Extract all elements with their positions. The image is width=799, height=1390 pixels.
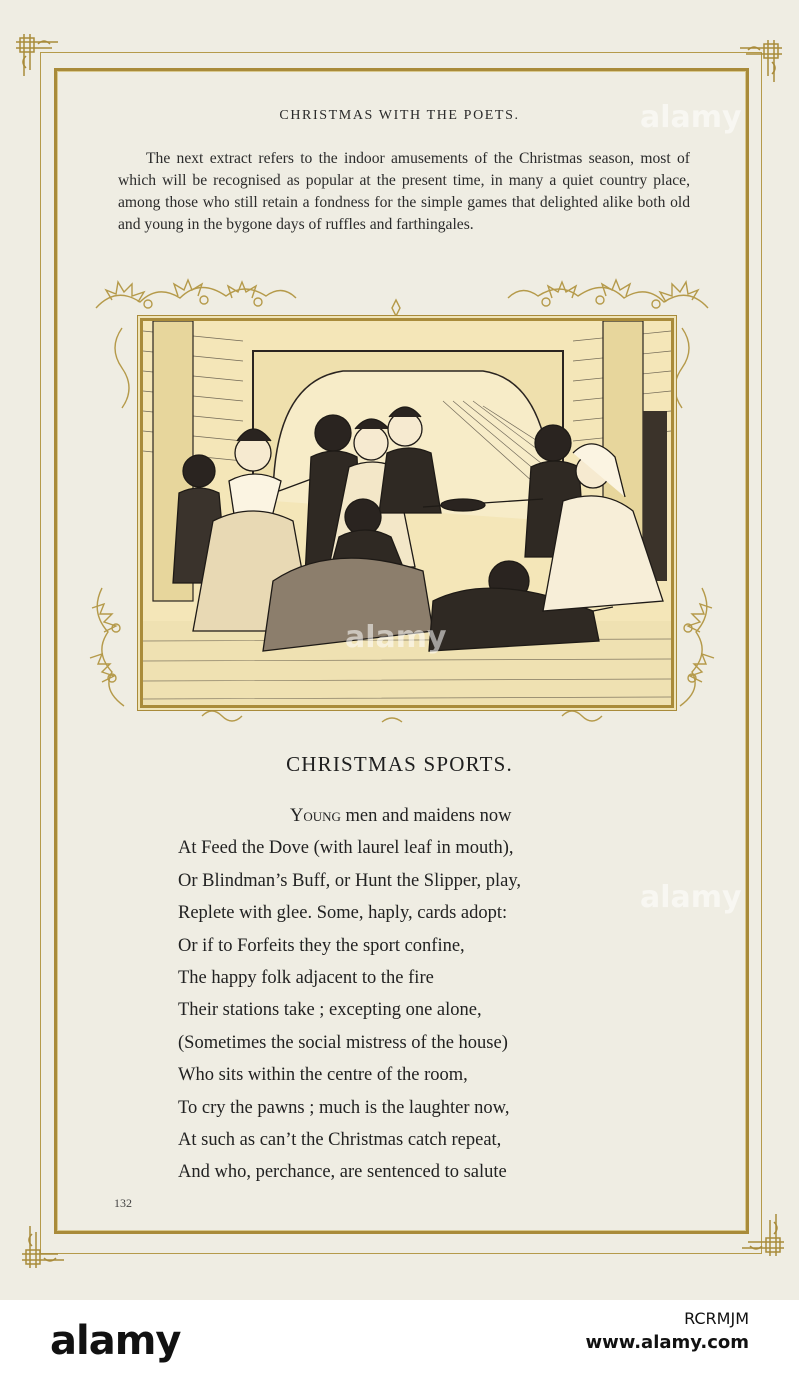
running-title: CHRISTMAS WITH THE POETS. [279,108,520,123]
intro-paragraph: The next extract refers to the indoor amusements of the Christmas season, most of which will be recognised as popular at the present time, in many a quiet country place, among those who still retain a fondness for the simple games that delighted alike both old and young in the bygone days of ruffles and farthingales. [118,150,690,233]
poem-line: Or if to Forfeits they the sport confine, [178,935,465,956]
watermark-site: www.alamy.com [585,1332,749,1353]
poem-line: At such as can’t the Christmas catch repeat, [178,1130,502,1151]
poem-line: The happy folk adjacent to the fire [178,968,434,989]
watermark-overlay: alamy [640,100,742,135]
corner-ornament-top-right [736,36,786,86]
watermark-logo: alamy [50,1318,181,1364]
corner-ornament-bottom-right [738,1210,788,1260]
poem-body [178,800,698,1189]
corner-ornament-top-left [12,30,62,80]
watermark-overlay: alamy [640,880,742,915]
poem-line: (Sometimes the social mistress of the house) [178,1032,508,1053]
poem-first-line-rest: men and maidens now [340,806,512,826]
poem-line: At Feed the Dove (with laurel leaf in mouth), [178,838,514,859]
poem-line: To cry the pawns ; much is the laughter now, [178,1097,510,1118]
illustration-engraving [140,318,674,708]
page-number: 132 [114,1196,132,1210]
poem-line: Who sits within the centre of the room, [178,1065,468,1086]
watermark-id-block [585,1308,749,1356]
engraving-christmas-party [143,321,671,705]
corner-ornament-bottom-left [18,1222,68,1272]
poem-line: Replete with glee. Some, haply, cards adopt: [178,903,508,924]
poem-line-1 [178,800,698,832]
poem-line: Their stations take ; excepting one alone, [178,1000,482,1021]
illustration [82,278,722,730]
image-id: RCRMJM [684,1309,749,1328]
poem-line: Or Blindman’s Buff, or Hunt the Slipper, play, [178,870,522,891]
poem-first-word: Young [290,806,341,826]
poem-title: CHRISTMAS SPORTS. [286,752,513,776]
watermark-overlay: alamy [345,620,447,655]
poem-line: And who, perchance, are sentenced to salute [178,1162,507,1183]
